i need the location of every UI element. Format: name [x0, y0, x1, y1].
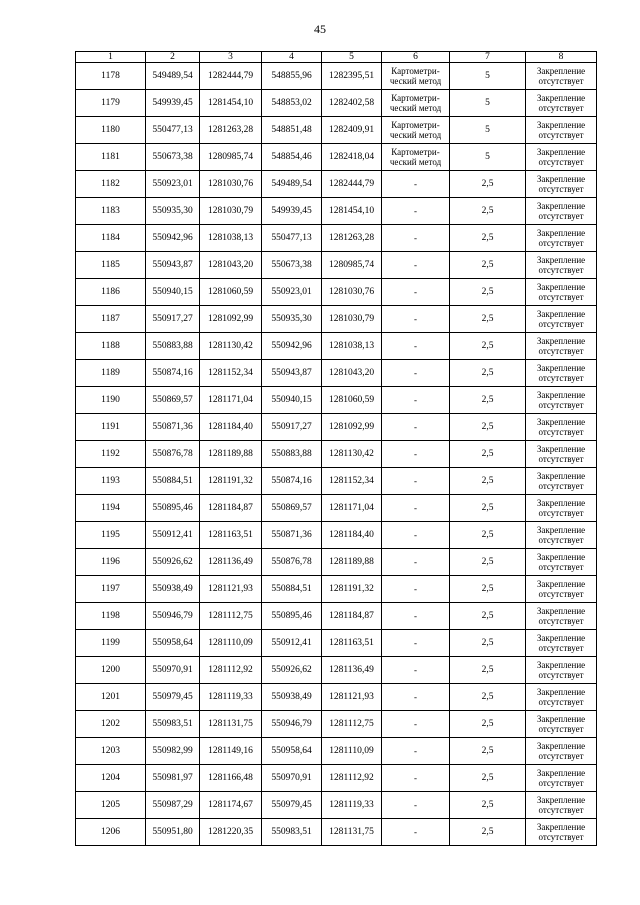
note-cell: Закрепление отсутствует: [526, 657, 597, 684]
y-coordinate-cell: 1281152,34: [200, 360, 262, 387]
table-row: [76, 819, 597, 846]
y-coordinate-cell: 1281174,67: [200, 792, 262, 819]
x-coordinate-cell: 550884,51: [146, 468, 200, 495]
y-coordinate-cell: 1281131,75: [322, 819, 382, 846]
method-cell: -: [382, 549, 450, 576]
y-coordinate-cell: 1281184,87: [200, 495, 262, 522]
point-number-cell: 1197: [76, 576, 146, 603]
accuracy-cell: 2,5: [450, 765, 526, 792]
y-coordinate-cell: 1281060,59: [200, 279, 262, 306]
column-header: 3: [200, 52, 262, 63]
accuracy-cell: 2,5: [450, 819, 526, 846]
y-coordinate-cell: 1281092,99: [200, 306, 262, 333]
accuracy-cell: 2,5: [450, 495, 526, 522]
x-coordinate-cell: 550987,29: [146, 792, 200, 819]
y-coordinate-cell: 1281149,16: [200, 738, 262, 765]
method-cell: -: [382, 252, 450, 279]
x-coordinate-cell: 550883,88: [146, 333, 200, 360]
y-coordinate-cell: 1281038,13: [200, 225, 262, 252]
y-coordinate-cell: 1282444,79: [200, 63, 262, 90]
x-coordinate-cell: 550938,49: [146, 576, 200, 603]
note-cell: Закрепление отсутствует: [526, 684, 597, 711]
method-cell: -: [382, 468, 450, 495]
y-coordinate-cell: 1281110,09: [322, 738, 382, 765]
accuracy-cell: 2,5: [450, 306, 526, 333]
x-coordinate-cell: 550917,27: [262, 414, 322, 441]
table-row: [76, 333, 597, 360]
y-coordinate-cell: 1281454,10: [200, 90, 262, 117]
table-row: [76, 117, 597, 144]
x-coordinate-cell: 550983,51: [262, 819, 322, 846]
accuracy-cell: 2,5: [450, 441, 526, 468]
method-cell: -: [382, 495, 450, 522]
accuracy-cell: 2,5: [450, 279, 526, 306]
y-coordinate-cell: 1281130,42: [322, 441, 382, 468]
table-row: [76, 171, 597, 198]
x-coordinate-cell: 548855,96: [262, 63, 322, 90]
x-coordinate-cell: 550923,01: [262, 279, 322, 306]
note-cell: Закрепление отсутствует: [526, 603, 597, 630]
x-coordinate-cell: 549939,45: [146, 90, 200, 117]
table-row: [76, 603, 597, 630]
note-cell: Закрепление отсутствует: [526, 792, 597, 819]
x-coordinate-cell: 549489,54: [146, 63, 200, 90]
y-coordinate-cell: 1281038,13: [322, 333, 382, 360]
note-cell: Закрепление отсутствует: [526, 360, 597, 387]
x-coordinate-cell: 550983,51: [146, 711, 200, 738]
table-row: [76, 63, 597, 90]
y-coordinate-cell: 1281263,28: [200, 117, 262, 144]
x-coordinate-cell: 550673,38: [262, 252, 322, 279]
table-row: [76, 306, 597, 333]
accuracy-cell: 2,5: [450, 684, 526, 711]
y-coordinate-cell: 1280985,74: [322, 252, 382, 279]
accuracy-cell: 2,5: [450, 576, 526, 603]
x-coordinate-cell: 550951,80: [146, 819, 200, 846]
x-coordinate-cell: 550876,78: [146, 441, 200, 468]
x-coordinate-cell: 550917,27: [146, 306, 200, 333]
accuracy-cell: 2,5: [450, 468, 526, 495]
y-coordinate-cell: 1281112,75: [200, 603, 262, 630]
table-row: [76, 468, 597, 495]
x-coordinate-cell: 550926,62: [146, 549, 200, 576]
table-row: [76, 522, 597, 549]
y-coordinate-cell: 1281136,49: [322, 657, 382, 684]
y-coordinate-cell: 1281030,76: [322, 279, 382, 306]
x-coordinate-cell: 548851,48: [262, 117, 322, 144]
accuracy-cell: 5: [450, 144, 526, 171]
point-number-cell: 1181: [76, 144, 146, 171]
column-header: 1: [76, 52, 146, 63]
note-cell: Закрепление отсутствует: [526, 279, 597, 306]
accuracy-cell: 2,5: [450, 657, 526, 684]
y-coordinate-cell: 1282444,79: [322, 171, 382, 198]
y-coordinate-cell: 1281184,87: [322, 603, 382, 630]
y-coordinate-cell: 1281110,09: [200, 630, 262, 657]
table-row: [76, 495, 597, 522]
table-row: [76, 198, 597, 225]
x-coordinate-cell: 550912,41: [146, 522, 200, 549]
method-cell: -: [382, 198, 450, 225]
y-coordinate-cell: 1281092,99: [322, 414, 382, 441]
x-coordinate-cell: 550935,30: [262, 306, 322, 333]
y-coordinate-cell: 1281163,51: [322, 630, 382, 657]
y-coordinate-cell: 1281030,76: [200, 171, 262, 198]
x-coordinate-cell: 550958,64: [146, 630, 200, 657]
point-number-cell: 1198: [76, 603, 146, 630]
method-cell: -: [382, 657, 450, 684]
y-coordinate-cell: 1282409,91: [322, 117, 382, 144]
x-coordinate-cell: 550940,15: [146, 279, 200, 306]
x-coordinate-cell: 550871,36: [146, 414, 200, 441]
column-header: 7: [450, 52, 526, 63]
x-coordinate-cell: 550883,88: [262, 441, 322, 468]
table-row: [76, 576, 597, 603]
y-coordinate-cell: 1281112,92: [200, 657, 262, 684]
note-cell: Закрепление отсутствует: [526, 549, 597, 576]
y-coordinate-cell: 1281119,33: [200, 684, 262, 711]
x-coordinate-cell: 550970,91: [146, 657, 200, 684]
note-cell: Закрепление отсутствует: [526, 630, 597, 657]
point-number-cell: 1205: [76, 792, 146, 819]
x-coordinate-cell: 550926,62: [262, 657, 322, 684]
method-cell: -: [382, 387, 450, 414]
method-cell: -: [382, 225, 450, 252]
y-coordinate-cell: 1281171,04: [322, 495, 382, 522]
table-row: [76, 657, 597, 684]
note-cell: Закрепление отсутствует: [526, 333, 597, 360]
method-cell: Картометри-ческий метод: [382, 117, 450, 144]
y-coordinate-cell: 1282402,58: [322, 90, 382, 117]
point-number-cell: 1203: [76, 738, 146, 765]
table-row: [76, 711, 597, 738]
y-coordinate-cell: 1281152,34: [322, 468, 382, 495]
y-coordinate-cell: 1281454,10: [322, 198, 382, 225]
x-coordinate-cell: 550895,46: [146, 495, 200, 522]
accuracy-cell: 2,5: [450, 198, 526, 225]
method-cell: -: [382, 441, 450, 468]
y-coordinate-cell: 1281189,88: [322, 549, 382, 576]
x-coordinate-cell: 550940,15: [262, 387, 322, 414]
y-coordinate-cell: 1282395,51: [322, 63, 382, 90]
method-cell: -: [382, 279, 450, 306]
column-header: 6: [382, 52, 450, 63]
accuracy-cell: 2,5: [450, 387, 526, 414]
accuracy-cell: 2,5: [450, 711, 526, 738]
point-number-cell: 1201: [76, 684, 146, 711]
accuracy-cell: 2,5: [450, 225, 526, 252]
table-row: [76, 279, 597, 306]
table-row: [76, 630, 597, 657]
x-coordinate-cell: 550958,64: [262, 738, 322, 765]
x-coordinate-cell: 550942,96: [262, 333, 322, 360]
accuracy-cell: 2,5: [450, 630, 526, 657]
method-cell: -: [382, 306, 450, 333]
x-coordinate-cell: 550895,46: [262, 603, 322, 630]
point-number-cell: 1189: [76, 360, 146, 387]
method-cell: -: [382, 171, 450, 198]
x-coordinate-cell: 550946,79: [146, 603, 200, 630]
accuracy-cell: 2,5: [450, 792, 526, 819]
table-row: [76, 441, 597, 468]
method-cell: -: [382, 792, 450, 819]
point-number-cell: 1200: [76, 657, 146, 684]
x-coordinate-cell: 550982,99: [146, 738, 200, 765]
note-cell: Закрепление отсутствует: [526, 387, 597, 414]
x-coordinate-cell: 550942,96: [146, 225, 200, 252]
x-coordinate-cell: 548854,46: [262, 144, 322, 171]
note-cell: Закрепление отсутствует: [526, 252, 597, 279]
table-row: [76, 765, 597, 792]
point-number-cell: 1186: [76, 279, 146, 306]
note-cell: Закрепление отсутствует: [526, 225, 597, 252]
y-coordinate-cell: 1281163,51: [200, 522, 262, 549]
note-cell: Закрепление отсутствует: [526, 63, 597, 90]
y-coordinate-cell: 1281030,79: [200, 198, 262, 225]
x-coordinate-cell: 550938,49: [262, 684, 322, 711]
y-coordinate-cell: 1281184,40: [322, 522, 382, 549]
y-coordinate-cell: 1281112,92: [322, 765, 382, 792]
column-header: 8: [526, 52, 597, 63]
method-cell: -: [382, 684, 450, 711]
note-cell: Закрепление отсутствует: [526, 198, 597, 225]
method-cell: Картометри-ческий метод: [382, 90, 450, 117]
table-row: [76, 387, 597, 414]
y-coordinate-cell: 1281130,42: [200, 333, 262, 360]
x-coordinate-cell: 549939,45: [262, 198, 322, 225]
column-header: 2: [146, 52, 200, 63]
x-coordinate-cell: 550477,13: [146, 117, 200, 144]
accuracy-cell: 5: [450, 117, 526, 144]
note-cell: Закрепление отсутствует: [526, 819, 597, 846]
method-cell: -: [382, 333, 450, 360]
method-cell: -: [382, 603, 450, 630]
accuracy-cell: 2,5: [450, 603, 526, 630]
x-coordinate-cell: 549489,54: [262, 171, 322, 198]
x-coordinate-cell: 550869,57: [146, 387, 200, 414]
note-cell: Закрепление отсутствует: [526, 171, 597, 198]
table-row: [76, 414, 597, 441]
note-cell: Закрепление отсутствует: [526, 495, 597, 522]
method-cell: Картометри-ческий метод: [382, 144, 450, 171]
point-number-cell: 1192: [76, 441, 146, 468]
method-cell: -: [382, 711, 450, 738]
method-cell: -: [382, 360, 450, 387]
note-cell: Закрепление отсутствует: [526, 468, 597, 495]
table-row: [76, 225, 597, 252]
point-number-cell: 1206: [76, 819, 146, 846]
point-number-cell: 1202: [76, 711, 146, 738]
accuracy-cell: 2,5: [450, 360, 526, 387]
y-coordinate-cell: 1282418,04: [322, 144, 382, 171]
page-number: 45: [314, 22, 326, 36]
note-cell: Закрепление отсутствует: [526, 144, 597, 171]
table-row: [76, 144, 597, 171]
y-coordinate-cell: 1281191,32: [322, 576, 382, 603]
x-coordinate-cell: 550943,87: [146, 252, 200, 279]
y-coordinate-cell: 1281121,93: [322, 684, 382, 711]
method-cell: -: [382, 738, 450, 765]
y-coordinate-cell: 1281136,49: [200, 549, 262, 576]
table-row: [76, 792, 597, 819]
method-cell: -: [382, 819, 450, 846]
point-number-cell: 1191: [76, 414, 146, 441]
note-cell: Закрепление отсутствует: [526, 441, 597, 468]
method-cell: -: [382, 522, 450, 549]
point-number-cell: 1196: [76, 549, 146, 576]
table-row: [76, 684, 597, 711]
accuracy-cell: 2,5: [450, 414, 526, 441]
method-cell: -: [382, 765, 450, 792]
method-cell: Картометри-ческий метод: [382, 63, 450, 90]
accuracy-cell: 2,5: [450, 549, 526, 576]
note-cell: Закрепление отсутствует: [526, 765, 597, 792]
accuracy-cell: 2,5: [450, 738, 526, 765]
point-number-cell: 1178: [76, 63, 146, 90]
x-coordinate-cell: 550979,45: [146, 684, 200, 711]
note-cell: Закрепление отсутствует: [526, 576, 597, 603]
note-cell: Закрепление отсутствует: [526, 117, 597, 144]
y-coordinate-cell: 1280985,74: [200, 144, 262, 171]
x-coordinate-cell: 550912,41: [262, 630, 322, 657]
y-coordinate-cell: 1281112,75: [322, 711, 382, 738]
x-coordinate-cell: 548853,02: [262, 90, 322, 117]
point-number-cell: 1187: [76, 306, 146, 333]
table-header-row: [76, 52, 597, 63]
point-number-cell: 1185: [76, 252, 146, 279]
y-coordinate-cell: 1281030,79: [322, 306, 382, 333]
point-number-cell: 1179: [76, 90, 146, 117]
note-cell: Закрепление отсутствует: [526, 414, 597, 441]
y-coordinate-cell: 1281220,35: [200, 819, 262, 846]
column-header: 4: [262, 52, 322, 63]
point-number-cell: 1188: [76, 333, 146, 360]
coordinates-table: [75, 51, 597, 846]
x-coordinate-cell: 550876,78: [262, 549, 322, 576]
x-coordinate-cell: 550477,13: [262, 225, 322, 252]
accuracy-cell: 5: [450, 90, 526, 117]
x-coordinate-cell: 550874,16: [262, 468, 322, 495]
y-coordinate-cell: 1281060,59: [322, 387, 382, 414]
x-coordinate-cell: 550673,38: [146, 144, 200, 171]
note-cell: Закрепление отсутствует: [526, 90, 597, 117]
x-coordinate-cell: 550871,36: [262, 522, 322, 549]
point-number-cell: 1182: [76, 171, 146, 198]
accuracy-cell: 5: [450, 63, 526, 90]
note-cell: Закрепление отсутствует: [526, 306, 597, 333]
table-row: [76, 549, 597, 576]
accuracy-cell: 2,5: [450, 333, 526, 360]
x-coordinate-cell: 550943,87: [262, 360, 322, 387]
x-coordinate-cell: 550935,30: [146, 198, 200, 225]
method-cell: -: [382, 576, 450, 603]
table-row: [76, 738, 597, 765]
y-coordinate-cell: 1281171,04: [200, 387, 262, 414]
point-number-cell: 1195: [76, 522, 146, 549]
y-coordinate-cell: 1281189,88: [200, 441, 262, 468]
x-coordinate-cell: 550970,91: [262, 765, 322, 792]
point-number-cell: 1190: [76, 387, 146, 414]
point-number-cell: 1184: [76, 225, 146, 252]
point-number-cell: 1199: [76, 630, 146, 657]
x-coordinate-cell: 550981,97: [146, 765, 200, 792]
method-cell: -: [382, 414, 450, 441]
y-coordinate-cell: 1281263,28: [322, 225, 382, 252]
x-coordinate-cell: 550946,79: [262, 711, 322, 738]
method-cell: -: [382, 630, 450, 657]
note-cell: Закрепление отсутствует: [526, 522, 597, 549]
y-coordinate-cell: 1281043,20: [322, 360, 382, 387]
x-coordinate-cell: 550923,01: [146, 171, 200, 198]
x-coordinate-cell: 550874,16: [146, 360, 200, 387]
column-header: 5: [322, 52, 382, 63]
note-cell: Закрепление отсутствует: [526, 711, 597, 738]
point-number-cell: 1183: [76, 198, 146, 225]
point-number-cell: 1180: [76, 117, 146, 144]
y-coordinate-cell: 1281166,48: [200, 765, 262, 792]
y-coordinate-cell: 1281191,32: [200, 468, 262, 495]
point-number-cell: 1204: [76, 765, 146, 792]
point-number-cell: 1194: [76, 495, 146, 522]
y-coordinate-cell: 1281043,20: [200, 252, 262, 279]
y-coordinate-cell: 1281121,93: [200, 576, 262, 603]
accuracy-cell: 2,5: [450, 522, 526, 549]
point-number-cell: 1193: [76, 468, 146, 495]
table-row: [76, 90, 597, 117]
x-coordinate-cell: 550979,45: [262, 792, 322, 819]
accuracy-cell: 2,5: [450, 171, 526, 198]
table-row: [76, 360, 597, 387]
table-row: [76, 252, 597, 279]
accuracy-cell: 2,5: [450, 252, 526, 279]
x-coordinate-cell: 550884,51: [262, 576, 322, 603]
note-cell: Закрепление отсутствует: [526, 738, 597, 765]
x-coordinate-cell: 550869,57: [262, 495, 322, 522]
y-coordinate-cell: 1281131,75: [200, 711, 262, 738]
y-coordinate-cell: 1281184,40: [200, 414, 262, 441]
y-coordinate-cell: 1281119,33: [322, 792, 382, 819]
